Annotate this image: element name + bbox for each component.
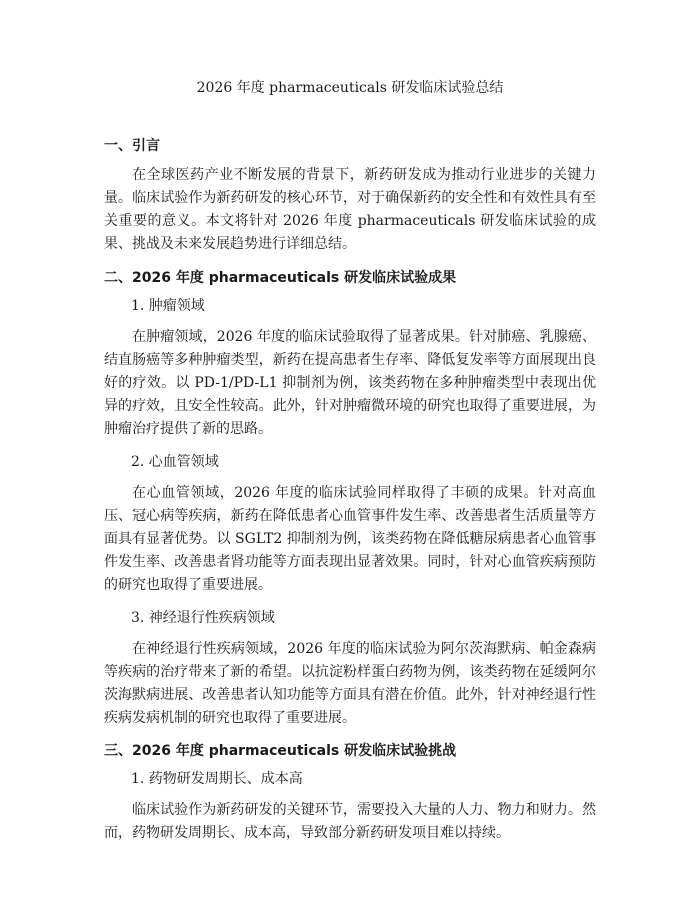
document-title: 2026 年度 pharmaceuticals 研发临床试验总结: [196, 80, 504, 96]
subheading-neurodegenerative: 3. 神经退行性疾病领域: [131, 610, 275, 626]
cardiovascular-paragraph: 在心血管领域，2026 年度的临床试验同样取得了丰硕的成果。针对高血压、冠心病等疾病，新药在降低患者心血管事件发生率、改善患者生活质量等方面具有显著优势。以 SGLT2 抑制剂为例，该类药物在降低糖尿病患者心血管事件发生率、改善患者肾功能等方面表现出显著效果。同时，针对心血管疾病预防的研究也取得了重要进展。: [104, 485, 596, 593]
introduction-paragraph: 在全球医药产业不断发展的背景下，新药研发成为推动行业进步的关键力量。临床试验作为新药研发的核心环节，对于确保新药的安全性和有效性具有至关重要的意义。本文将针对 2026 年度 pharmaceuticals 研发临床试验的成果、挑战及未来发展趋势进行详细总结。: [104, 167, 596, 252]
subheading-cardiovascular: 2. 心血管领域: [131, 454, 219, 470]
section-heading-challenges: 三、2026 年度 pharmaceuticals 研发临床试验挑战: [104, 743, 457, 759]
section-heading-results: 二、2026 年度 pharmaceuticals 研发临床试验成果: [104, 270, 457, 286]
subheading-oncology: 1. 肿瘤领域: [131, 298, 205, 314]
subheading-long-cycle-high-cost: 1. 药物研发周期长、成本高: [131, 771, 303, 787]
oncology-paragraph: 在肿瘤领域，2026 年度的临床试验取得了显著成果。针对肺癌、乳腺癌、结直肠癌等多种肿瘤类型，新药在提高患者生存率、降低复发率等方面展现出良好的疗效。以 PD-1/PD-L1 抑制剂为例，该类药物在多种肿瘤类型中表现出优异的疗效，且安全性较高。此外，针对肿瘤微环境的研究也取得了重要进展，为肿瘤治疗提供了新的思路。: [104, 329, 596, 437]
neurodegenerative-paragraph: 在神经退行性疾病领域，2026 年度的临床试验为阿尔茨海默病、帕金森病等疾病的治疗带来了新的希望。以抗淀粉样蛋白药物为例，该类药物在延缓阿尔茨海默病进展、改善患者认知功能等方面具有潜在价值。此外，针对神经退行性疾病发病机制的研究也取得了重要进展。: [104, 641, 596, 726]
long-cycle-high-cost-paragraph: 临床试验作为新药研发的关键环节，需要投入大量的人力、物力和财力。然而，药物研发周期长、成本高，导致部分新药研发项目难以持续。: [104, 802, 596, 841]
section-heading-introduction: 一、引言: [104, 138, 160, 154]
